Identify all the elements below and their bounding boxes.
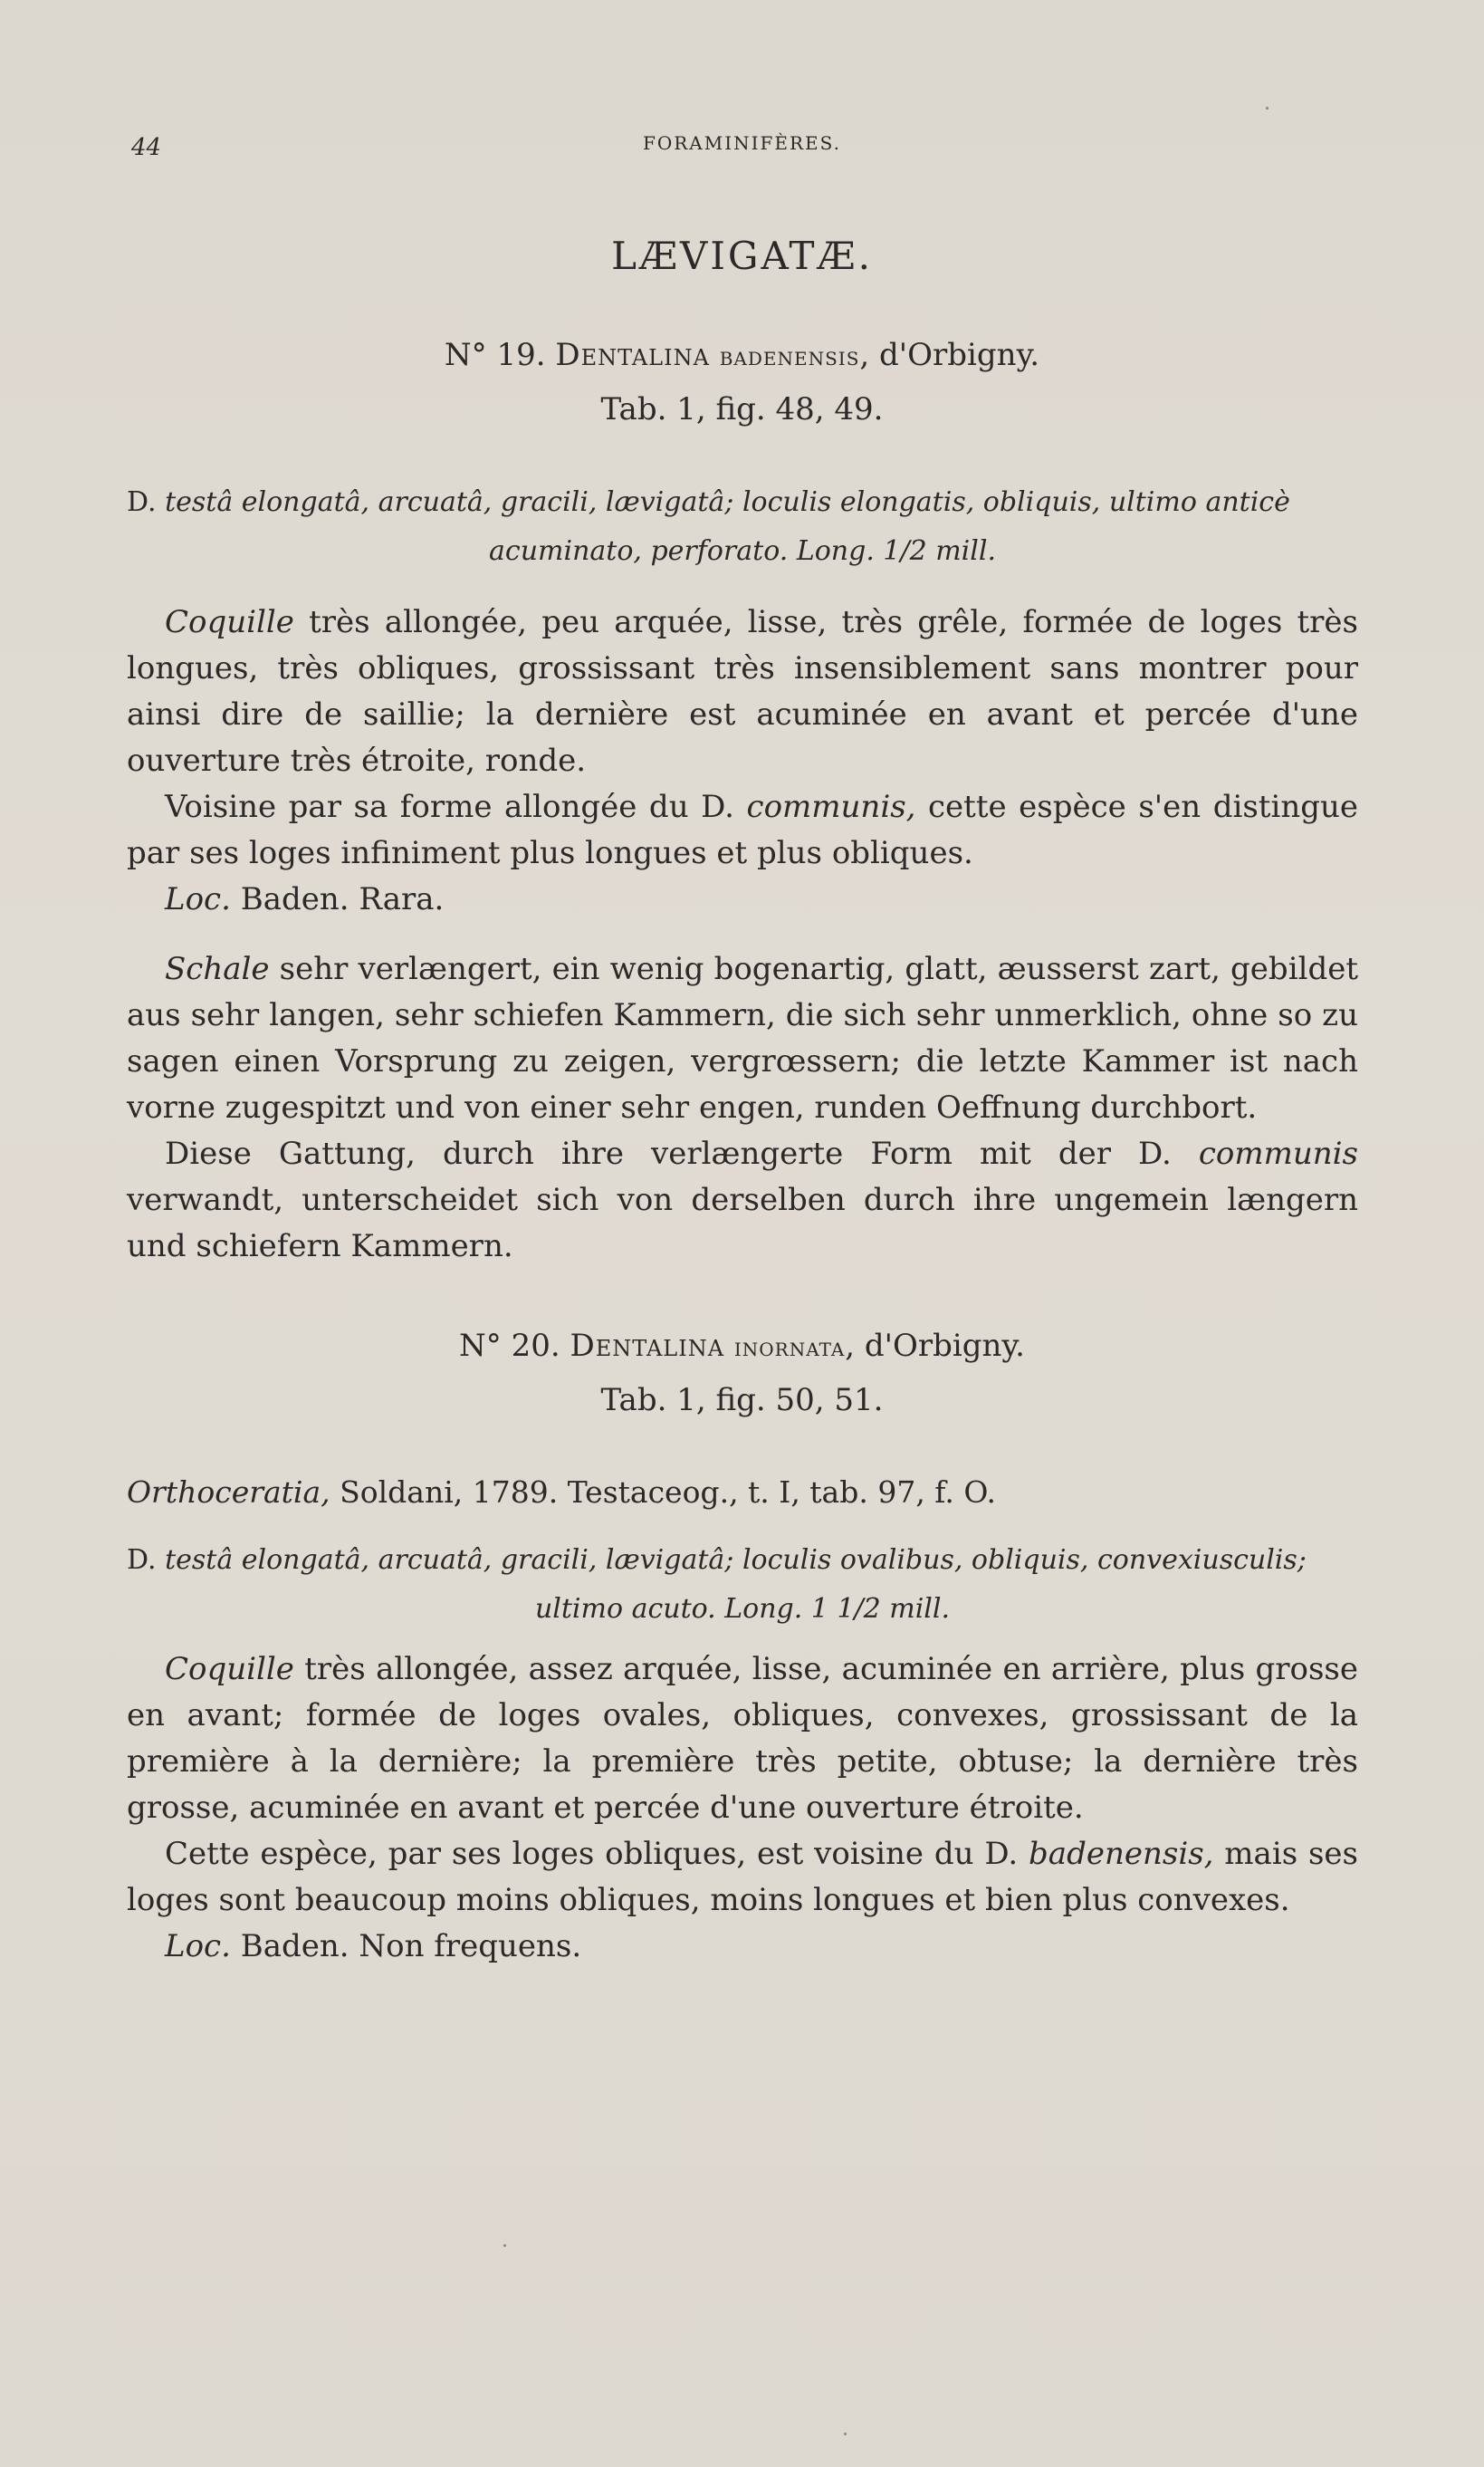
paragraph-text: très allongée, peu arquée, lisse, très grêle, formée de loges très longues, très obliques, grossissant très insensiblement sans montrer pour ainsi dire de saillie; la dernière est acuminée en avant et percée d'une ouverture très étroite, ronde. xyxy=(127,604,1358,779)
paper-speck xyxy=(1266,107,1269,110)
synonym-name: Orthoceratia, xyxy=(127,1474,330,1510)
diagnosis-line: ultimo acuto. Long. 1 1/2 mill. xyxy=(534,1593,951,1625)
author-name: , d'Orbigny. xyxy=(845,1328,1025,1364)
locality-label: Loc. xyxy=(165,881,231,917)
paragraph-text: Cette espèce, par ses loges obliques, est voisine du D. xyxy=(165,1836,1029,1872)
paragraph-label: Coquille xyxy=(165,1651,294,1687)
locality-label: Loc. xyxy=(165,1928,231,1964)
paper-speck xyxy=(844,2433,847,2435)
paper-speck xyxy=(503,2244,506,2247)
locality xyxy=(127,877,1358,923)
french-paragraph xyxy=(127,600,1358,784)
species-reference: communis, xyxy=(746,789,916,825)
paragraph-text: Voisine par sa forme allongée du D. xyxy=(165,789,747,825)
synonym-reference: Soldani, 1789. Testaceog., t. I, tab. 97, f. O. xyxy=(330,1474,996,1510)
paragraph-label: Schale xyxy=(165,951,270,987)
diagnosis-line: testâ elongatâ, arcuatâ, gracili, lævigatâ; loculis ovalibus, obliquis, convexiusculis; xyxy=(165,1544,1307,1576)
french-paragraph xyxy=(127,1831,1358,1924)
french-description xyxy=(127,1646,1358,1970)
section-title: LÆVIGATÆ. xyxy=(611,234,873,278)
latin-diagnosis xyxy=(127,478,1358,576)
paragraph-text: sehr verlængert, ein wenig bogenartig, glatt, æusserst zart, gebildet aus sehr langen, sehr schiefen Kammern, die sich sehr unmerklich, ohne so zu sagen einen Vorsprung zu zeigen, vergrœssern; die letzte Kammer ist nach vorne zugespitzt und von einer sehr engen, runden Oeffnung durchbort. xyxy=(127,951,1358,1126)
species-name: inornata xyxy=(733,1332,846,1362)
french-paragraph xyxy=(127,1646,1358,1831)
german-description xyxy=(127,946,1358,1270)
diagnosis-line: acuminato, perforato. Long. 1/2 mill. xyxy=(489,535,996,567)
running-title: FORAMINIFÈRES. xyxy=(642,132,842,154)
french-description xyxy=(127,600,1358,923)
species-reference: badenensis, xyxy=(1029,1836,1214,1872)
latin-diagnosis xyxy=(127,1536,1358,1634)
genus-name: Dentalina xyxy=(555,337,710,373)
paragraph-text: Diese Gattung, durch ihre verlængerte Form mit der D. xyxy=(165,1136,1199,1172)
plate-reference: Tab. 1, fig. 50, 51. xyxy=(600,1382,884,1418)
species-19-heading xyxy=(0,337,1484,373)
plate-reference: Tab. 1, fig. 48, 49. xyxy=(600,391,884,427)
paragraph-text: mais ses loges sont beaucoup moins obliques, moins longues et bien plus convexes. xyxy=(127,1836,1358,1918)
species-name: badenensis xyxy=(719,341,860,371)
locality xyxy=(127,1924,1358,1970)
species-number: N° 20. xyxy=(459,1328,560,1364)
german-paragraph xyxy=(127,946,1358,1131)
synonymy xyxy=(127,1474,996,1510)
paragraph-text: cette espèce s'en distingue par ses loges infiniment plus longues et plus obliques. xyxy=(127,789,1359,871)
paragraph-text: très allongée, assez arquée, lisse, acuminée en arrière, plus grosse en avant; formée de loges ovales, obliques, convexes, grossissant de la première à la dernière; la première très petite, obtuse; la dernière très grosse, acuminée en avant et percée d'une ouverture étroite. xyxy=(127,1651,1358,1826)
genus-initial: D. xyxy=(127,1544,157,1576)
species-20-heading xyxy=(0,1328,1484,1364)
locality-text: Baden. Rara. xyxy=(230,881,445,917)
paragraph-label: Coquille xyxy=(165,604,294,640)
species-reference: communis xyxy=(1198,1136,1358,1172)
author-name: , d'Orbigny. xyxy=(859,337,1040,373)
species-number: N° 19. xyxy=(444,337,546,373)
page-number: 44 xyxy=(131,134,162,161)
diagnosis-line: testâ elongatâ, arcuatâ, gracili, lævigatâ; loculis elongatis, obliquis, ultimo anticè xyxy=(165,486,1290,518)
locality-text: Baden. Non frequens. xyxy=(230,1928,582,1964)
french-paragraph xyxy=(127,784,1358,877)
paragraph-text: verwandt, unterscheidet sich von derselben durch ihre ungemein længern und schiefern Kammern. xyxy=(127,1182,1358,1264)
genus-name: Dentalina xyxy=(570,1328,725,1364)
german-paragraph xyxy=(127,1131,1358,1270)
genus-initial: D. xyxy=(127,486,157,518)
